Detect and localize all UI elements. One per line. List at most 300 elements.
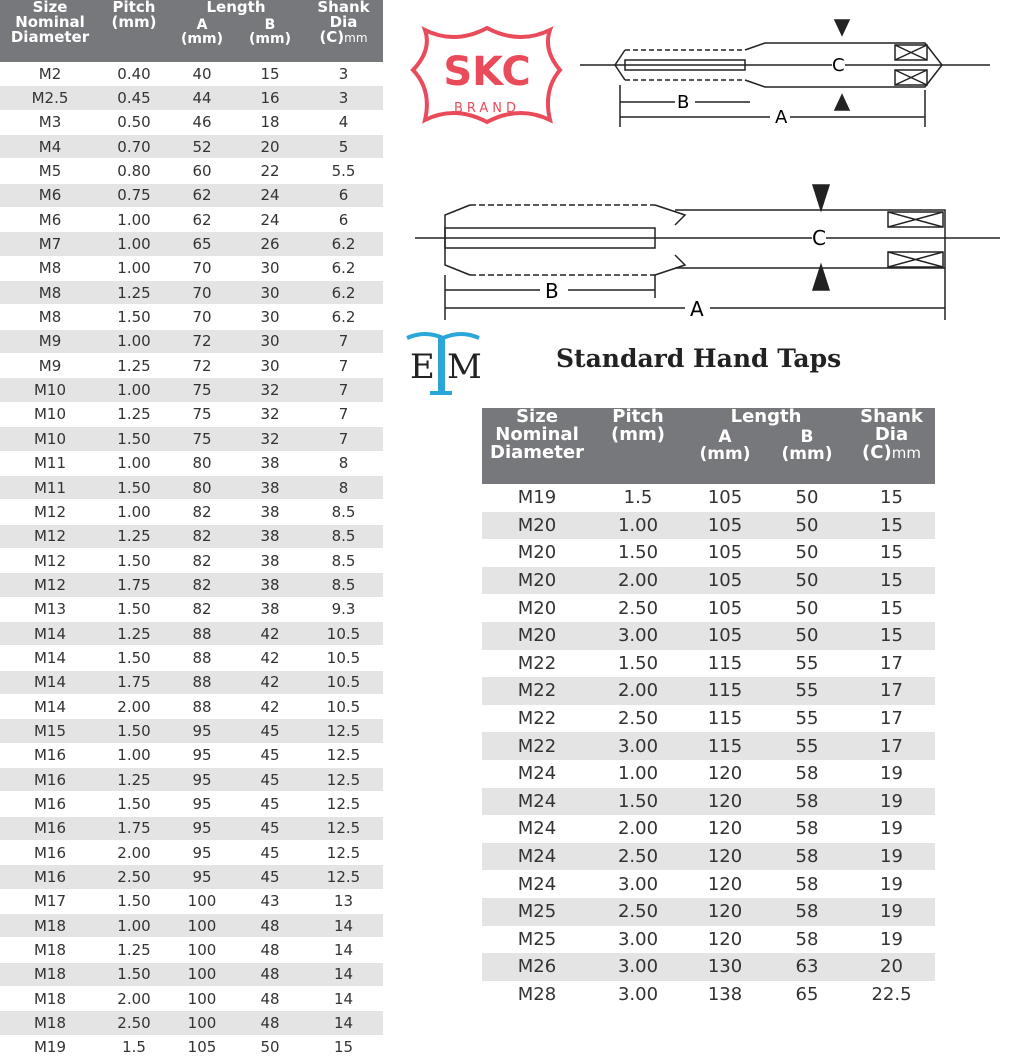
cell-length-b: 30 — [236, 305, 304, 329]
cell-size: M16 — [0, 743, 100, 767]
header-b — [766, 429, 848, 463]
cell-size: M12 — [0, 524, 100, 548]
cell-shank-dia: 19 — [880, 928, 903, 950]
cell-pitch: 1.50 — [617, 652, 659, 674]
cell-length-b: 58 — [795, 873, 819, 895]
cell-length-b: 50 — [795, 542, 819, 564]
table-row — [0, 938, 383, 962]
cell-pitch: 2.00 — [617, 818, 659, 840]
cell-pitch: 2.00 — [100, 987, 168, 1011]
cell-size: M5 — [0, 159, 100, 183]
cell-pitch: 1.50 — [100, 719, 168, 743]
cell-pitch: 1.75 — [100, 816, 168, 840]
tap-diagram-large — [410, 180, 1005, 329]
cell-shank-dia: 7 — [304, 427, 383, 451]
cell-length-a: 70 — [168, 281, 236, 305]
cell-size: M6 — [0, 208, 100, 232]
cell-pitch: 1.50 — [100, 597, 168, 621]
cell-pitch: 2.50 — [592, 843, 684, 871]
cell-length-b: 48 — [236, 1011, 304, 1035]
cell-shank-dia: 7 — [304, 329, 383, 353]
cell-size: M18 — [0, 962, 100, 986]
cell-size: M3 — [0, 110, 100, 134]
cell-length-b: 38 — [236, 573, 304, 597]
table-row — [482, 622, 935, 650]
cell-length-a: 62 — [168, 183, 236, 207]
tap-size-table-right — [482, 408, 935, 1008]
header-text: (mm) — [249, 31, 291, 47]
cell-length-b: 45 — [236, 816, 304, 840]
label-a: A — [690, 297, 704, 321]
cell-pitch: 3.00 — [592, 953, 684, 981]
table-row — [0, 86, 383, 110]
cell-length-b: 55 — [766, 677, 848, 705]
cell-size: M25 — [517, 928, 557, 950]
cell-length-b: 55 — [766, 732, 848, 760]
cell-length-a: 120 — [707, 873, 743, 895]
cell-length-a: 88 — [168, 621, 236, 645]
cell-shank-dia: 8 — [304, 475, 383, 499]
table-row — [0, 1011, 383, 1035]
header-size — [0, 0, 100, 62]
cell-shank-dia: 6.2 — [304, 305, 383, 329]
cell-pitch: 1.50 — [100, 475, 168, 499]
cell-size: M22 — [482, 677, 592, 705]
header-text: Size — [32, 0, 68, 16]
cell-size: M12 — [0, 500, 100, 524]
cell-length-b: 38 — [236, 597, 304, 621]
cell-length-b: 24 — [236, 208, 304, 232]
label-c: C — [832, 55, 845, 76]
cell-length-b: 30 — [236, 354, 304, 378]
cell-shank-dia: 14 — [304, 987, 383, 1011]
table-row — [0, 889, 383, 913]
cell-length-a: 82 — [168, 573, 236, 597]
cell-shank-dia: 6.2 — [304, 256, 383, 280]
header-text: A — [718, 427, 732, 447]
header-text: Size — [516, 406, 558, 427]
cell-length-b: 38 — [236, 475, 304, 499]
cell-shank-dia: 14 — [304, 1011, 383, 1035]
cell-shank-dia: 12.5 — [304, 743, 383, 767]
cell-pitch: 1.5 — [100, 1035, 168, 1059]
cell-pitch: 2.00 — [100, 841, 168, 865]
cell-size: M9 — [0, 329, 100, 353]
label-b: B — [677, 92, 690, 113]
cell-pitch: 1.00 — [100, 256, 168, 280]
cell-length-a: 62 — [168, 208, 236, 232]
cell-length-b: 58 — [795, 763, 819, 785]
header-length — [684, 408, 848, 484]
table-row — [0, 962, 383, 986]
header-text: Diameter — [490, 442, 584, 463]
cell-shank-dia: 12.5 — [304, 816, 383, 840]
cell-pitch: 1.00 — [100, 451, 168, 475]
header-text: Pitch — [612, 406, 664, 427]
cell-shank-dia: 7 — [304, 354, 383, 378]
header-text: Shank — [317, 0, 370, 16]
table-row — [0, 816, 383, 840]
cell-size: M18 — [0, 914, 100, 938]
cell-length-a: 40 — [168, 62, 236, 86]
cell-pitch: 1.00 — [100, 232, 168, 256]
cell-length-b: 30 — [236, 281, 304, 305]
cell-length-b: 26 — [236, 232, 304, 256]
cell-shank-dia: 12.5 — [304, 865, 383, 889]
cell-length-a: 120 — [707, 763, 743, 785]
svg-text:SKC: SKC — [443, 49, 531, 95]
cell-size: M14 — [0, 670, 100, 694]
table-row — [0, 159, 383, 183]
cell-length-a: 105 — [684, 567, 766, 595]
cell-size: M8 — [0, 305, 100, 329]
header-text: mm — [891, 444, 921, 462]
table-row — [482, 898, 935, 926]
header-text: Length — [206, 0, 266, 16]
cell-size: M28 — [517, 983, 557, 1005]
page-title: Standard Hand Taps — [556, 344, 842, 373]
table-row — [482, 953, 935, 981]
table-row — [0, 62, 383, 86]
cell-size: M20 — [517, 597, 557, 619]
cell-size: M13 — [0, 597, 100, 621]
cell-size: M10 — [0, 378, 100, 402]
cell-size: M8 — [0, 256, 100, 280]
label-c: C — [812, 226, 826, 250]
tap-diagram-small — [580, 15, 995, 134]
cell-length-b: 45 — [236, 719, 304, 743]
header-text: A — [196, 17, 208, 33]
cell-length-a: 100 — [168, 1011, 236, 1035]
cell-shank-dia: 12.5 — [304, 767, 383, 791]
cell-pitch: 1.50 — [100, 889, 168, 913]
cell-length-b: 30 — [236, 329, 304, 353]
etm-logo — [405, 330, 485, 404]
cell-length-a: 75 — [168, 402, 236, 426]
table-row — [482, 567, 935, 595]
cell-size: M20 — [482, 622, 592, 650]
cell-shank-dia: 14 — [304, 962, 383, 986]
table-row — [0, 451, 383, 475]
cell-size: M18 — [0, 938, 100, 962]
cell-shank-dia: 6.2 — [304, 281, 383, 305]
cell-length-a: 88 — [168, 670, 236, 694]
cell-size: M19 — [517, 487, 557, 509]
cell-length-b: 38 — [236, 524, 304, 548]
cell-length-a: 130 — [684, 953, 766, 981]
header-text: Nominal — [15, 13, 85, 31]
cell-length-a: 105 — [707, 487, 743, 509]
cell-length-b: 48 — [236, 938, 304, 962]
cell-pitch: 1.00 — [100, 329, 168, 353]
cell-pitch: 1.5 — [623, 487, 653, 509]
cell-shank-dia: 12.5 — [304, 792, 383, 816]
cell-length-a: 115 — [684, 677, 766, 705]
cell-length-b: 45 — [236, 767, 304, 791]
table-row — [0, 1035, 383, 1059]
cell-size: M20 — [482, 512, 592, 540]
cell-pitch: 0.45 — [100, 86, 168, 110]
cell-shank-dia: 7 — [304, 378, 383, 402]
cell-length-a: 120 — [707, 928, 743, 950]
cell-size: M24 — [517, 763, 557, 785]
cell-pitch: 1.75 — [100, 573, 168, 597]
cell-pitch: 1.50 — [100, 792, 168, 816]
cell-size: M16 — [0, 767, 100, 791]
cell-shank-dia: 19 — [848, 788, 935, 816]
cell-length-b: 58 — [766, 898, 848, 926]
cell-pitch: 1.00 — [100, 378, 168, 402]
svg-text:BRAND: BRAND — [453, 101, 521, 116]
svg-text:E: E — [410, 347, 435, 387]
cell-length-b: 63 — [766, 953, 848, 981]
cell-length-b: 58 — [766, 843, 848, 871]
table-row — [0, 987, 383, 1011]
cell-size: M16 — [0, 841, 100, 865]
cell-pitch: 2.50 — [100, 865, 168, 889]
cell-length-b: 42 — [236, 670, 304, 694]
table-row — [0, 281, 383, 305]
cell-length-a: 95 — [168, 841, 236, 865]
label-a: A — [775, 107, 788, 128]
cell-pitch: 0.40 — [100, 62, 168, 86]
cell-length-a: 95 — [168, 816, 236, 840]
cell-shank-dia: 13 — [304, 889, 383, 913]
header-length — [168, 0, 304, 62]
cell-pitch: 3.00 — [592, 622, 684, 650]
cell-shank-dia: 22.5 — [871, 983, 912, 1005]
cell-shank-dia: 14 — [304, 914, 383, 938]
cell-length-a: 120 — [684, 898, 766, 926]
cell-length-b: 18 — [236, 110, 304, 134]
cell-length-a: 105 — [707, 542, 743, 564]
header-text: mm — [344, 31, 368, 45]
cell-shank-dia: 19 — [880, 873, 903, 895]
cell-size: M4 — [0, 135, 100, 159]
cell-length-b: 50 — [766, 622, 848, 650]
cell-length-b: 42 — [236, 621, 304, 645]
cell-length-b: 38 — [236, 500, 304, 524]
cell-shank-dia: 15 — [848, 622, 935, 650]
cell-length-a: 105 — [684, 512, 766, 540]
cell-pitch: 1.25 — [100, 621, 168, 645]
cell-pitch: 1.25 — [100, 281, 168, 305]
cell-size: M16 — [0, 816, 100, 840]
cell-length-a: 100 — [168, 914, 236, 938]
table-row — [0, 914, 383, 938]
cell-length-a: 95 — [168, 865, 236, 889]
header-text: (mm) — [781, 444, 833, 464]
cell-size: M2.5 — [0, 86, 100, 110]
cell-size: M24 — [517, 818, 557, 840]
cell-length-b: 20 — [236, 135, 304, 159]
cell-size: M12 — [0, 548, 100, 572]
cell-shank-dia: 14 — [304, 938, 383, 962]
cell-length-b: 50 — [766, 567, 848, 595]
cell-size: M20 — [482, 567, 592, 595]
cell-pitch: 1.50 — [100, 646, 168, 670]
cell-length-b: 50 — [795, 597, 819, 619]
cell-size: M7 — [0, 232, 100, 256]
cell-length-a: 60 — [168, 159, 236, 183]
cell-size: M24 — [482, 788, 592, 816]
cell-pitch: 1.25 — [100, 354, 168, 378]
cell-pitch: 2.00 — [592, 567, 684, 595]
cell-shank-dia: 17 — [880, 652, 903, 674]
header-pitch — [100, 0, 168, 62]
header-text: Diameter — [10, 28, 90, 46]
cell-shank-dia: 5 — [304, 135, 383, 159]
cell-shank-dia: 3 — [304, 86, 383, 110]
table-row — [482, 705, 935, 733]
cell-pitch: 1.50 — [617, 542, 659, 564]
cell-length-b: 38 — [236, 451, 304, 475]
cell-length-a: 82 — [168, 524, 236, 548]
header-pitch — [592, 408, 684, 484]
cell-shank-dia: 8.5 — [304, 524, 383, 548]
cell-pitch: 1.00 — [592, 512, 684, 540]
table-header — [0, 0, 383, 62]
cell-length-a: 70 — [168, 256, 236, 280]
cell-pitch: 1.25 — [100, 767, 168, 791]
cell-length-b: 43 — [236, 889, 304, 913]
tap-size-table-left — [0, 0, 383, 1060]
header-text: Length — [730, 406, 802, 427]
cell-size: M19 — [0, 1035, 100, 1059]
cell-length-b: 16 — [236, 86, 304, 110]
header-shank — [304, 0, 383, 62]
table-row — [0, 183, 383, 207]
cell-length-a: 100 — [168, 987, 236, 1011]
table-row — [482, 926, 935, 954]
cell-length-b: 32 — [236, 378, 304, 402]
cell-shank-dia: 10.5 — [304, 670, 383, 694]
cell-length-a: 70 — [168, 305, 236, 329]
cell-length-a: 120 — [707, 818, 743, 840]
table-row — [0, 329, 383, 353]
cell-size: M26 — [482, 953, 592, 981]
table-row — [0, 719, 383, 743]
table-row — [482, 870, 935, 898]
cell-length-b: 42 — [236, 646, 304, 670]
cell-size: M14 — [0, 694, 100, 718]
table-row — [0, 597, 383, 621]
cell-pitch: 0.80 — [100, 159, 168, 183]
cell-size: M16 — [0, 792, 100, 816]
cell-pitch: 1.00 — [100, 743, 168, 767]
cell-pitch: 0.50 — [100, 110, 168, 134]
cell-size: M12 — [0, 573, 100, 597]
header-text: Pitch — [112, 0, 156, 16]
cell-length-a: 95 — [168, 767, 236, 791]
cell-length-b: 22 — [236, 159, 304, 183]
cell-length-b: 58 — [766, 788, 848, 816]
cell-shank-dia: 8.5 — [304, 548, 383, 572]
cell-length-a: 82 — [168, 597, 236, 621]
cell-shank-dia: 6 — [304, 208, 383, 232]
label-b: B — [545, 279, 559, 303]
header-text: B — [264, 17, 276, 33]
cell-shank-dia: 12.5 — [304, 841, 383, 865]
cell-length-a: 72 — [168, 354, 236, 378]
cell-length-a: 82 — [168, 548, 236, 572]
cell-length-b: 45 — [236, 865, 304, 889]
cell-length-b: 55 — [795, 708, 819, 730]
cell-shank-dia: 6.2 — [304, 232, 383, 256]
cell-pitch: 3.00 — [592, 732, 684, 760]
cell-size: M24 — [482, 843, 592, 871]
header-text: B — [800, 427, 814, 447]
cell-pitch: 2.50 — [617, 708, 659, 730]
table-row — [0, 475, 383, 499]
cell-size: M16 — [0, 865, 100, 889]
cell-length-b: 48 — [236, 914, 304, 938]
cell-pitch: 3.00 — [617, 928, 659, 950]
cell-length-b: 45 — [236, 743, 304, 767]
cell-pitch: 2.00 — [100, 694, 168, 718]
cell-length-a: 82 — [168, 500, 236, 524]
header-a — [168, 18, 236, 46]
table-row — [0, 354, 383, 378]
cell-length-b: 65 — [795, 983, 819, 1005]
cell-pitch: 1.50 — [592, 788, 684, 816]
cell-shank-dia: 20 — [848, 953, 935, 981]
table-row — [0, 378, 383, 402]
cell-length-a: 75 — [168, 427, 236, 451]
cell-pitch: 2.00 — [592, 677, 684, 705]
cell-length-a: 138 — [707, 983, 743, 1005]
header-text: Nominal — [495, 424, 579, 445]
cell-shank-dia: 15 — [880, 542, 903, 564]
cell-length-b: 48 — [236, 987, 304, 1011]
cell-shank-dia: 19 — [848, 898, 935, 926]
cell-length-a: 80 — [168, 475, 236, 499]
cell-shank-dia: 15 — [880, 487, 903, 509]
cell-length-a: 95 — [168, 719, 236, 743]
cell-length-a: 95 — [168, 792, 236, 816]
cell-length-a: 88 — [168, 646, 236, 670]
cell-length-a: 105 — [168, 1035, 236, 1059]
cell-pitch: 2.50 — [617, 597, 659, 619]
cell-shank-dia: 19 — [880, 763, 903, 785]
cell-size: M8 — [0, 281, 100, 305]
table-row — [0, 865, 383, 889]
cell-size: M9 — [0, 354, 100, 378]
cell-length-a: 65 — [168, 232, 236, 256]
cell-size: M2 — [0, 62, 100, 86]
cell-pitch: 1.50 — [100, 427, 168, 451]
cell-length-b: 45 — [236, 792, 304, 816]
table-row — [0, 670, 383, 694]
header-text: (C) — [862, 442, 892, 463]
cell-pitch: 1.00 — [100, 208, 168, 232]
cell-length-a: 52 — [168, 135, 236, 159]
cell-size: M6 — [0, 183, 100, 207]
cell-size: M11 — [0, 451, 100, 475]
cell-pitch: 1.50 — [100, 305, 168, 329]
cell-length-b: 50 — [766, 512, 848, 540]
header-text: (mm) — [181, 31, 223, 47]
cell-size: M22 — [517, 652, 557, 674]
cell-shank-dia: 10.5 — [304, 646, 383, 670]
cell-shank-dia: 12.5 — [304, 719, 383, 743]
cell-size: M17 — [0, 889, 100, 913]
header-size — [482, 408, 592, 484]
cell-shank-dia: 15 — [880, 597, 903, 619]
cell-shank-dia: 15 — [848, 567, 935, 595]
skc-brand-logo — [405, 20, 570, 134]
cell-length-b: 30 — [236, 256, 304, 280]
